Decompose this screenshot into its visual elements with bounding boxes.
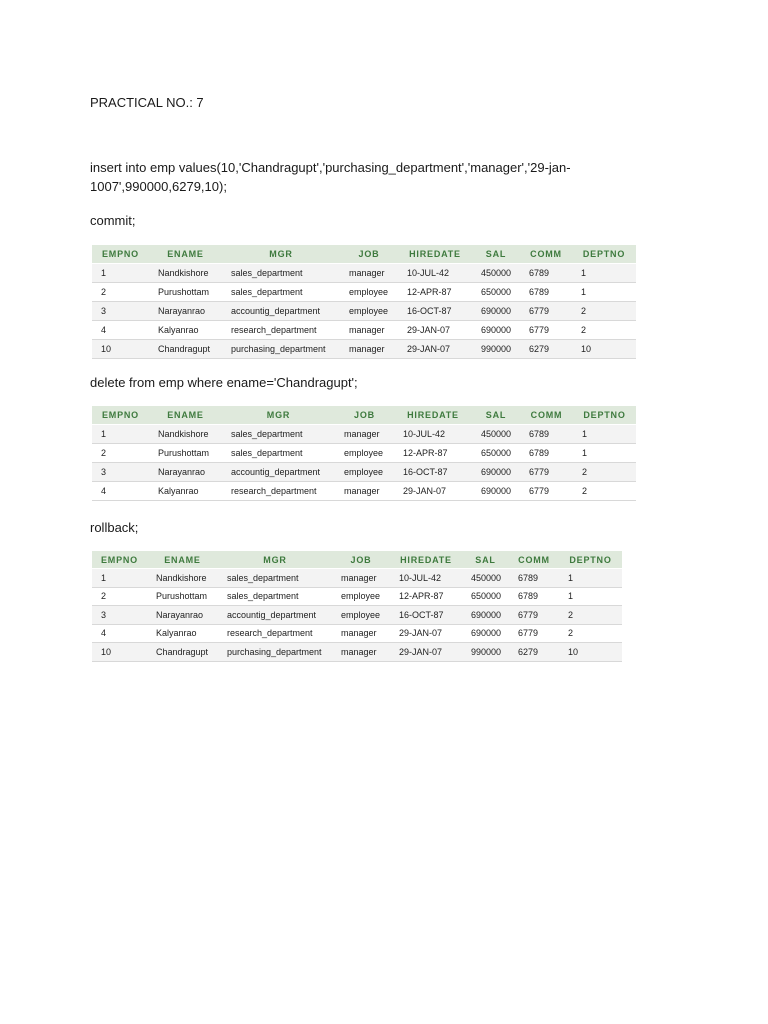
cell-ename: Kalyanrao bbox=[147, 624, 218, 643]
cell-hiredate: 16-OCT-87 bbox=[394, 463, 472, 482]
cell-hiredate: 16-OCT-87 bbox=[390, 606, 462, 625]
cell-mgr: accountig_department bbox=[222, 463, 335, 482]
cell-ename: Narayanrao bbox=[149, 302, 222, 321]
column-header-job: JOB bbox=[332, 551, 390, 569]
column-header-hiredate: HIREDATE bbox=[394, 406, 472, 425]
cell-deptno: 2 bbox=[572, 321, 636, 340]
cell-ename: Purushottam bbox=[149, 283, 222, 302]
column-header-sal: SAL bbox=[462, 551, 509, 569]
cell-job: employee bbox=[335, 444, 394, 463]
cell-comm: 6789 bbox=[520, 283, 572, 302]
cell-job: employee bbox=[340, 283, 398, 302]
cell-hiredate: 10-JUL-42 bbox=[398, 264, 472, 283]
insert-statement-line-1: insert into emp values(10,'Chandragupt','purchasing_department','manager','29-jan- bbox=[90, 160, 571, 175]
table-row bbox=[92, 302, 636, 321]
cell-comm: 6779 bbox=[520, 463, 573, 482]
cell-sal: 690000 bbox=[472, 302, 520, 321]
cell-sal: 690000 bbox=[472, 463, 520, 482]
cell-hiredate: 12-APR-87 bbox=[390, 587, 462, 606]
cell-deptno: 2 bbox=[573, 463, 636, 482]
table-row bbox=[92, 569, 622, 588]
cell-deptno: 1 bbox=[559, 587, 622, 606]
cell-job: employee bbox=[332, 587, 390, 606]
cell-sal: 690000 bbox=[462, 606, 509, 625]
cell-sal: 650000 bbox=[472, 444, 520, 463]
cell-job: manager bbox=[335, 482, 394, 501]
cell-hiredate: 12-APR-87 bbox=[394, 444, 472, 463]
cell-empno: 3 bbox=[92, 606, 147, 625]
cell-sal: 690000 bbox=[472, 321, 520, 340]
column-header-sal: SAL bbox=[472, 406, 520, 425]
header-row bbox=[92, 551, 622, 569]
cell-ename: Kalyanrao bbox=[149, 321, 222, 340]
cell-job: manager bbox=[340, 264, 398, 283]
page-title: PRACTICAL NO.: 7 bbox=[90, 95, 204, 110]
cell-ename: Nandkishore bbox=[149, 264, 222, 283]
table-row bbox=[92, 463, 636, 482]
cell-ename: Narayanrao bbox=[147, 606, 218, 625]
column-header-deptno: DEPTNO bbox=[573, 406, 636, 425]
cell-hiredate: 29-JAN-07 bbox=[394, 482, 472, 501]
cell-empno: 10 bbox=[92, 340, 149, 359]
cell-hiredate: 29-JAN-07 bbox=[390, 624, 462, 643]
cell-deptno: 1 bbox=[559, 569, 622, 588]
insert-statement-line-2: 1007',990000,6279,10); bbox=[90, 179, 227, 194]
cell-ename: Chandragupt bbox=[147, 643, 218, 662]
column-header-job: JOB bbox=[340, 245, 398, 264]
rollback-statement: rollback; bbox=[90, 520, 139, 535]
cell-job: manager bbox=[340, 340, 398, 359]
cell-empno: 3 bbox=[92, 463, 149, 482]
cell-empno: 1 bbox=[92, 264, 149, 283]
cell-deptno: 2 bbox=[573, 482, 636, 501]
cell-comm: 6789 bbox=[520, 444, 573, 463]
cell-ename: Narayanrao bbox=[149, 463, 222, 482]
cell-mgr: sales_department bbox=[222, 444, 335, 463]
cell-job: employee bbox=[332, 606, 390, 625]
cell-empno: 2 bbox=[92, 283, 149, 302]
cell-hiredate: 29-JAN-07 bbox=[398, 340, 472, 359]
commit-statement: commit; bbox=[90, 213, 136, 228]
cell-hiredate: 29-JAN-07 bbox=[398, 321, 472, 340]
table-row bbox=[92, 606, 622, 625]
cell-mgr: sales_department bbox=[218, 587, 332, 606]
cell-ename: Kalyanrao bbox=[149, 482, 222, 501]
column-header-deptno: DEPTNO bbox=[572, 245, 636, 264]
cell-sal: 990000 bbox=[462, 643, 509, 662]
cell-deptno: 2 bbox=[559, 606, 622, 625]
cell-comm: 6789 bbox=[509, 569, 559, 588]
column-header-empno: EMPNO bbox=[92, 551, 147, 569]
column-header-comm: COMM bbox=[520, 406, 573, 425]
cell-deptno: 10 bbox=[559, 643, 622, 662]
cell-ename: Purushottam bbox=[149, 444, 222, 463]
cell-comm: 6779 bbox=[520, 482, 573, 501]
cell-ename: Purushottam bbox=[147, 587, 218, 606]
cell-empno: 2 bbox=[92, 587, 147, 606]
cell-mgr: sales_department bbox=[222, 283, 340, 302]
column-header-hiredate: HIREDATE bbox=[398, 245, 472, 264]
cell-mgr: research_department bbox=[222, 321, 340, 340]
column-header-empno: EMPNO bbox=[92, 406, 149, 425]
cell-mgr: purchasing_department bbox=[218, 643, 332, 662]
column-header-ename: ENAME bbox=[147, 551, 218, 569]
column-header-mgr: MGR bbox=[218, 551, 332, 569]
cell-hiredate: 29-JAN-07 bbox=[390, 643, 462, 662]
cell-empno: 10 bbox=[92, 643, 147, 662]
cell-sal: 690000 bbox=[462, 624, 509, 643]
cell-ename: Nandkishore bbox=[149, 425, 222, 444]
table-row bbox=[92, 264, 636, 283]
column-header-mgr: MGR bbox=[222, 245, 340, 264]
column-header-deptno: DEPTNO bbox=[559, 551, 622, 569]
cell-comm: 6779 bbox=[509, 606, 559, 625]
cell-job: manager bbox=[332, 569, 390, 588]
cell-empno: 2 bbox=[92, 444, 149, 463]
cell-comm: 6279 bbox=[509, 643, 559, 662]
cell-deptno: 1 bbox=[573, 444, 636, 463]
cell-job: employee bbox=[335, 463, 394, 482]
cell-hiredate: 10-JUL-42 bbox=[390, 569, 462, 588]
cell-mgr: sales_department bbox=[222, 425, 335, 444]
column-header-comm: COMM bbox=[509, 551, 559, 569]
cell-mgr: accountig_department bbox=[222, 302, 340, 321]
cell-sal: 990000 bbox=[472, 340, 520, 359]
cell-mgr: accountig_department bbox=[218, 606, 332, 625]
cell-comm: 6779 bbox=[520, 302, 572, 321]
cell-comm: 6789 bbox=[520, 264, 572, 283]
cell-empno: 4 bbox=[92, 624, 147, 643]
table-row bbox=[92, 444, 636, 463]
header-row bbox=[92, 406, 636, 425]
delete-statement: delete from emp where ename='Chandragupt'; bbox=[90, 375, 358, 390]
cell-sal: 650000 bbox=[462, 587, 509, 606]
table-row bbox=[92, 482, 636, 501]
cell-deptno: 1 bbox=[573, 425, 636, 444]
cell-mgr: sales_department bbox=[218, 569, 332, 588]
cell-empno: 3 bbox=[92, 302, 149, 321]
cell-mgr: research_department bbox=[218, 624, 332, 643]
column-header-ename: ENAME bbox=[149, 406, 222, 425]
column-header-comm: COMM bbox=[520, 245, 572, 264]
table-row bbox=[92, 624, 622, 643]
table-row bbox=[92, 321, 636, 340]
cell-ename: Nandkishore bbox=[147, 569, 218, 588]
cell-sal: 650000 bbox=[472, 283, 520, 302]
emp-table-after-delete bbox=[92, 406, 636, 501]
cell-empno: 1 bbox=[92, 425, 149, 444]
column-header-mgr: MGR bbox=[222, 406, 335, 425]
cell-empno: 1 bbox=[92, 569, 147, 588]
column-header-ename: ENAME bbox=[149, 245, 222, 264]
cell-mgr: sales_department bbox=[222, 264, 340, 283]
cell-job: manager bbox=[340, 321, 398, 340]
cell-comm: 6789 bbox=[520, 425, 573, 444]
cell-sal: 690000 bbox=[472, 482, 520, 501]
table-row bbox=[92, 425, 636, 444]
cell-sal: 450000 bbox=[462, 569, 509, 588]
cell-deptno: 10 bbox=[572, 340, 636, 359]
cell-comm: 6789 bbox=[509, 587, 559, 606]
cell-job: manager bbox=[332, 624, 390, 643]
cell-deptno: 1 bbox=[572, 283, 636, 302]
cell-sal: 450000 bbox=[472, 425, 520, 444]
cell-empno: 4 bbox=[92, 321, 149, 340]
cell-comm: 6779 bbox=[520, 321, 572, 340]
cell-deptno: 1 bbox=[572, 264, 636, 283]
cell-job: employee bbox=[340, 302, 398, 321]
emp-table-after-commit bbox=[92, 245, 636, 359]
table-row bbox=[92, 283, 636, 302]
cell-job: manager bbox=[332, 643, 390, 662]
header-row bbox=[92, 245, 636, 264]
cell-mgr: research_department bbox=[222, 482, 335, 501]
column-header-sal: SAL bbox=[472, 245, 520, 264]
column-header-empno: EMPNO bbox=[92, 245, 149, 264]
cell-sal: 450000 bbox=[472, 264, 520, 283]
cell-empno: 4 bbox=[92, 482, 149, 501]
cell-hiredate: 12-APR-87 bbox=[398, 283, 472, 302]
emp-table-after-rollback bbox=[92, 551, 622, 662]
column-header-hiredate: HIREDATE bbox=[390, 551, 462, 569]
table-row bbox=[92, 587, 622, 606]
table-row bbox=[92, 340, 636, 359]
table-row bbox=[92, 643, 622, 662]
cell-deptno: 2 bbox=[559, 624, 622, 643]
cell-mgr: purchasing_department bbox=[222, 340, 340, 359]
cell-job: manager bbox=[335, 425, 394, 444]
column-header-job: JOB bbox=[335, 406, 394, 425]
cell-comm: 6779 bbox=[509, 624, 559, 643]
cell-comm: 6279 bbox=[520, 340, 572, 359]
cell-deptno: 2 bbox=[572, 302, 636, 321]
cell-hiredate: 10-JUL-42 bbox=[394, 425, 472, 444]
cell-ename: Chandragupt bbox=[149, 340, 222, 359]
cell-hiredate: 16-OCT-87 bbox=[398, 302, 472, 321]
